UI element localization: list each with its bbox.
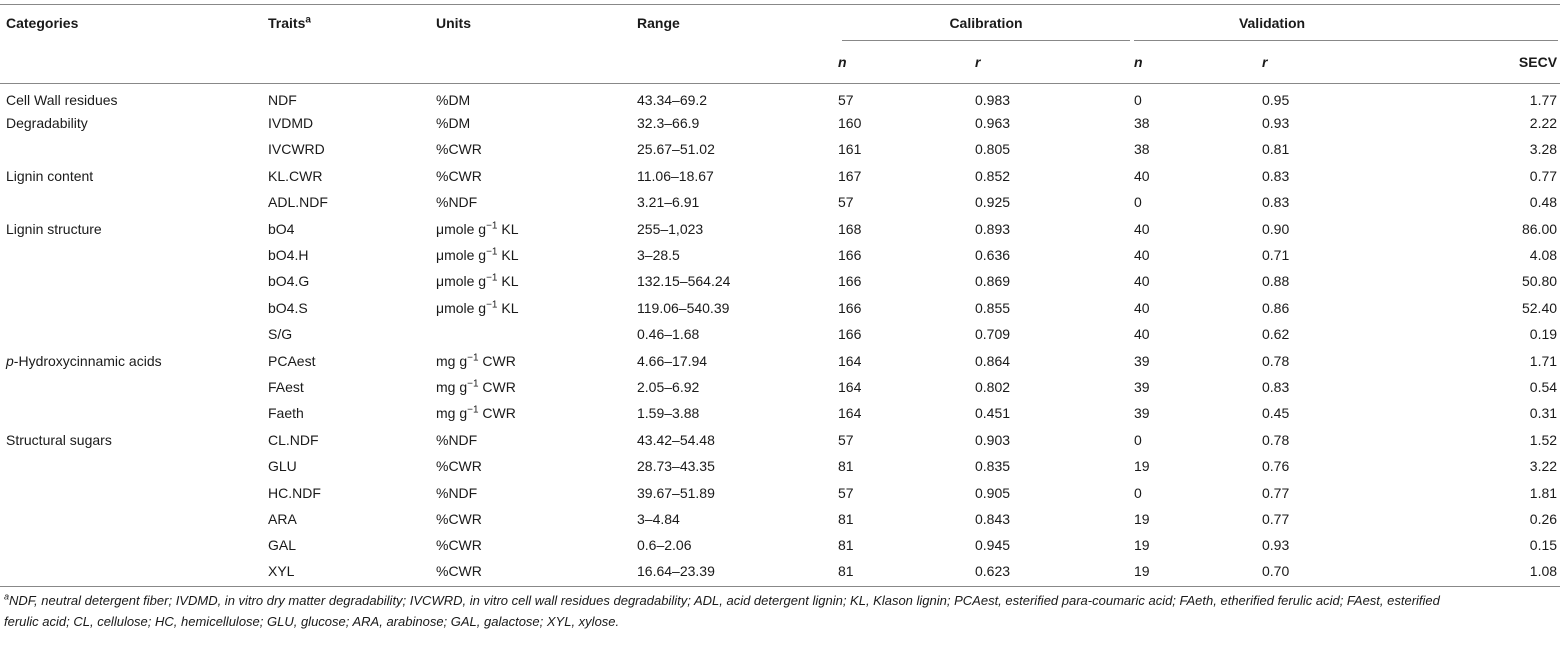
unit-suffix: KL [497, 220, 519, 237]
cell-unit [436, 374, 637, 400]
cell-validation-r: 0.78 [1262, 352, 1290, 369]
cell-unit [436, 163, 637, 189]
table-row [0, 295, 1560, 321]
cell-validation-n: 40 [1134, 273, 1150, 290]
cell-calibration-r: 0.864 [975, 352, 1011, 369]
cell-validation-r: 0.45 [1262, 405, 1290, 422]
category-label: Degradability [6, 115, 88, 132]
cell-secv: 1.71 [1529, 352, 1558, 369]
category-label: Lignin structure [6, 220, 102, 237]
cell-range: 11.06–18.67 [637, 167, 714, 184]
cell-range: 3.21–6.91 [637, 194, 700, 211]
cell-validation-n: 40 [1134, 326, 1150, 343]
cell-validation-r: 0.93 [1262, 537, 1290, 554]
cell-category [0, 163, 268, 189]
category-label: Cell Wall residues [6, 91, 118, 108]
cell-calibration-r: 0.636 [975, 247, 1011, 264]
table-row [0, 427, 1560, 453]
cell-calibration-n: 166 [838, 247, 862, 264]
table-row [0, 479, 1560, 505]
cell-calibration-n: 57 [838, 484, 854, 501]
unit-suffix: CWR [478, 405, 516, 422]
cell-calibration-r: 0.963 [975, 115, 1011, 132]
cell-validation-r: 0.71 [1262, 247, 1290, 264]
cell-trait: FAest [268, 378, 304, 395]
table-row [0, 321, 1560, 347]
unit-base: %CWR [436, 510, 482, 527]
header-range: Range [637, 5, 838, 42]
cell-trait: PCAest [268, 352, 316, 369]
cell-trait: IVCWRD [268, 141, 325, 158]
cell-validation-n: 38 [1134, 141, 1150, 158]
cell-unit [436, 136, 637, 162]
cell-calibration-n: 57 [838, 194, 854, 211]
cell-range: 3–28.5 [637, 247, 680, 264]
cell-calibration-r: 0.905 [975, 484, 1011, 501]
table-row [0, 110, 1560, 136]
footnote-marker: a [4, 591, 10, 602]
cell-secv: 0.31 [1529, 405, 1558, 422]
cell-secv: 1.08 [1410, 559, 1560, 587]
table-row [0, 400, 1560, 426]
cell-range: 1.59–3.88 [637, 405, 700, 422]
cell-unit [436, 268, 637, 294]
table-body [0, 84, 1560, 587]
cell-calibration-r: 0.855 [975, 299, 1011, 316]
cell-unit [436, 427, 637, 453]
cell-validation-r: 0.81 [1262, 141, 1290, 158]
cell-category [0, 374, 268, 400]
cell-secv: 3.22 [1529, 458, 1558, 475]
cell-calibration-r: 0.903 [975, 431, 1011, 448]
cell-range: 25.67–51.02 [637, 141, 715, 158]
table-row [0, 136, 1560, 162]
table-row [0, 163, 1560, 189]
cell-unit [436, 453, 637, 479]
cell-trait: ADL.NDF [268, 194, 328, 211]
cell-trait: bO4 [268, 220, 295, 237]
cell-calibration-n: 164 [838, 352, 862, 369]
unit-base: mg g [436, 405, 468, 422]
unit-base: μmole g [436, 299, 487, 316]
cell-category [0, 506, 268, 532]
cell-secv: 0.26 [1529, 510, 1558, 527]
cell-category [0, 321, 268, 347]
cell-unit [436, 295, 637, 321]
cell-validation-n: 0 [1134, 431, 1142, 448]
cell-unit [436, 321, 637, 347]
cell-validation-r: 0.83 [1262, 378, 1290, 395]
unit-exponent: −1 [486, 272, 498, 284]
cell-range: 16.64–23.39 [637, 559, 838, 587]
cell-validation-n: 40 [1134, 167, 1150, 184]
cell-unit [436, 242, 637, 268]
table-row [0, 268, 1560, 294]
header-val-n: n [1134, 41, 1262, 84]
cell-unit [436, 400, 637, 426]
cell-range: 3–4.84 [637, 510, 680, 527]
cell-calibration-n: 81 [838, 510, 854, 527]
cell-secv: 1.81 [1529, 484, 1558, 501]
cell-trait: ARA [268, 510, 297, 527]
cell-calibration-r: 0.869 [975, 273, 1011, 290]
cell-calibration-r: 0.709 [975, 326, 1011, 343]
cell-secv: 3.28 [1529, 141, 1558, 158]
cell-calibration-r: 0.451 [975, 405, 1011, 422]
unit-base: %NDF [436, 431, 478, 448]
cell-secv: 1.77 [1529, 91, 1558, 108]
cell-trait: XYL [268, 559, 436, 587]
table-row [0, 347, 1560, 373]
cell-secv: 0.15 [1529, 537, 1558, 554]
unit-suffix: CWR [478, 378, 516, 395]
cell-validation-r: 0.86 [1262, 299, 1290, 316]
header-calibration: Calibration [838, 5, 1134, 42]
table-row [0, 453, 1560, 479]
cell-calibration-n: 166 [838, 299, 862, 316]
cell-unit [436, 506, 637, 532]
table-row [0, 506, 1560, 532]
cell-unit [436, 479, 637, 505]
cell-validation-n: 0 [1134, 484, 1142, 501]
results-table [0, 4, 1560, 587]
header-val-r: r [1262, 41, 1410, 84]
cell-calibration-r: 0.802 [975, 378, 1011, 395]
cell-category [0, 400, 268, 426]
category-italic-prefix: p [6, 352, 14, 369]
cell-calibration-n: 81 [838, 559, 975, 587]
cell-unit [436, 215, 637, 241]
unit-exponent: −1 [486, 246, 498, 258]
cell-calibration-r: 0.852 [975, 167, 1011, 184]
cell-calibration-r: 0.925 [975, 194, 1011, 211]
cell-trait: KL.CWR [268, 167, 323, 184]
cell-range: 4.66–17.94 [637, 352, 708, 369]
cell-unit [436, 347, 637, 373]
cell-category [0, 559, 268, 587]
unit-base: %CWR [436, 167, 482, 184]
cell-range: 39.67–51.89 [637, 484, 715, 501]
cell-calibration-n: 166 [838, 326, 862, 343]
cell-unit [436, 532, 637, 558]
cell-trait: GLU [268, 458, 297, 475]
cell-category [0, 532, 268, 558]
cell-category [0, 110, 268, 136]
header-traits-label: Traits [268, 15, 306, 31]
cell-validation-n: 40 [1134, 247, 1150, 264]
cell-calibration-n: 81 [838, 537, 854, 554]
header-validation [1134, 5, 1560, 42]
cell-validation-r: 0.76 [1262, 458, 1290, 475]
cell-validation-r: 0.62 [1262, 326, 1290, 343]
cell-validation-n: 40 [1134, 220, 1150, 237]
cell-validation-r: 0.77 [1262, 510, 1290, 527]
header-validation-label: Validation [1238, 15, 1306, 31]
cell-calibration-r: 0.805 [975, 141, 1011, 158]
cell-validation-n: 39 [1134, 405, 1150, 422]
cell-validation-r: 0.83 [1262, 167, 1290, 184]
cell-validation-n: 0 [1134, 194, 1142, 211]
table-row [0, 215, 1560, 241]
cell-calibration-n: 161 [838, 141, 862, 158]
header-units: Units [436, 5, 637, 42]
unit-suffix: KL [497, 247, 519, 264]
cell-validation-n: 0 [1134, 91, 1142, 108]
cell-secv: 0.77 [1529, 167, 1558, 184]
table-row [0, 374, 1560, 400]
unit-base: μmole g [436, 220, 487, 237]
cell-calibration-n: 164 [838, 405, 862, 422]
cell-range: 255–1,023 [637, 220, 704, 237]
unit-base: mg g [436, 352, 468, 369]
cell-calibration-r: 0.835 [975, 458, 1011, 475]
unit-base: mg g [436, 378, 468, 395]
cell-validation-r: 0.93 [1262, 115, 1290, 132]
unit-base: μmole g [436, 273, 487, 290]
cell-validation-r: 0.95 [1262, 91, 1290, 108]
cell-unit [436, 84, 637, 110]
header-row-1 [0, 5, 1560, 42]
category-label: Structural sugars [6, 431, 112, 448]
cell-trait: HC.NDF [268, 484, 321, 501]
cell-calibration-n: 57 [838, 431, 854, 448]
cell-category [0, 453, 268, 479]
cell-secv: 4.08 [1529, 247, 1558, 264]
table-row [0, 559, 1560, 587]
unit-suffix: CWR [478, 352, 516, 369]
category-label: Lignin content [6, 167, 94, 184]
cell-range: 32.3–66.9 [637, 115, 700, 132]
cell-range: 2.05–6.92 [637, 378, 700, 395]
cell-validation-n: 38 [1134, 115, 1150, 132]
unit-base: %DM [436, 115, 471, 132]
cell-calibration-n: 164 [838, 378, 862, 395]
cell-trait: bO4.S [268, 299, 308, 316]
cell-trait: bO4.H [268, 247, 309, 264]
unit-base: %NDF [436, 484, 478, 501]
table-row [0, 532, 1560, 558]
table-row [0, 242, 1560, 268]
cell-category [0, 215, 268, 241]
cell-secv: 0.48 [1529, 194, 1558, 211]
unit-exponent: −1 [467, 378, 479, 390]
cell-calibration-n: 160 [838, 115, 862, 132]
cell-validation-n: 19 [1134, 510, 1150, 527]
cell-validation-n: 39 [1134, 378, 1150, 395]
cell-range: 43.42–54.48 [637, 431, 715, 448]
table-footnote [4, 590, 1456, 632]
unit-base: %CWR [436, 141, 482, 158]
cell-range: 28.73–43.35 [637, 458, 715, 475]
cell-calibration-n: 57 [838, 91, 854, 108]
cell-trait: GAL [268, 537, 297, 554]
cell-category [0, 242, 268, 268]
cell-calibration-r: 0.843 [975, 510, 1011, 527]
unit-suffix: KL [497, 273, 519, 290]
cell-calibration-r: 0.983 [975, 91, 1011, 108]
cell-calibration-r: 0.623 [975, 559, 1134, 587]
cell-category [0, 84, 268, 110]
unit-base: %CWR [436, 458, 482, 475]
cell-secv: 1.52 [1529, 431, 1558, 448]
cell-trait: S/G [268, 326, 293, 343]
cell-secv: 2.22 [1529, 115, 1558, 132]
header-cal-n: n [838, 41, 975, 84]
cell-trait: CL.NDF [268, 431, 319, 448]
cell-category [0, 189, 268, 215]
header-traits-footnote-marker: a [305, 14, 311, 26]
cell-validation-r: 0.70 [1262, 559, 1410, 587]
cell-secv: 50.80 [1521, 273, 1558, 290]
cell-secv: 86.00 [1521, 220, 1558, 237]
unit-base: %DM [436, 91, 471, 108]
cell-category [0, 136, 268, 162]
cell-validation-n: 19 [1134, 537, 1150, 554]
cell-category [0, 347, 268, 373]
table-row [0, 84, 1560, 110]
cell-trait: IVDMD [268, 115, 314, 132]
cell-secv: 0.19 [1529, 326, 1558, 343]
cell-trait: NDF [268, 91, 297, 108]
cell-trait: Faeth [268, 405, 304, 422]
cell-range: 0.46–1.68 [637, 326, 700, 343]
cell-unit [436, 189, 637, 215]
cell-validation-n: 39 [1134, 352, 1150, 369]
cell-category [0, 268, 268, 294]
category-label: -Hydroxycinnamic acids [13, 352, 162, 369]
cell-validation-n: 19 [1134, 458, 1150, 475]
unit-base: %CWR [436, 537, 482, 554]
cell-range: 119.06–540.39 [637, 299, 730, 316]
cell-calibration-n: 166 [838, 273, 862, 290]
header-secv: SECV [1410, 41, 1560, 84]
unit-exponent: −1 [486, 299, 498, 311]
header-traits [268, 5, 436, 42]
header-row-2 [0, 41, 1560, 84]
cell-category [0, 295, 268, 321]
cell-category [0, 427, 268, 453]
unit-exponent: −1 [467, 351, 479, 363]
cell-trait: bO4.G [268, 273, 310, 290]
unit-base: %CWR [436, 563, 482, 580]
cell-secv: 0.54 [1529, 378, 1558, 395]
unit-base: μmole g [436, 247, 487, 264]
cell-unit [436, 559, 637, 587]
cell-validation-r: 0.83 [1262, 194, 1290, 211]
cell-range: 0.6–2.06 [637, 537, 692, 554]
cell-range: 132.15–564.24 [637, 273, 731, 290]
cell-validation-r: 0.90 [1262, 220, 1290, 237]
cell-category [0, 479, 268, 505]
header-cal-r: r [975, 41, 1134, 84]
table-row [0, 189, 1560, 215]
cell-calibration-r: 0.945 [975, 537, 1011, 554]
cell-secv: 52.40 [1521, 299, 1558, 316]
cell-range: 43.34–69.2 [637, 91, 708, 108]
header-categories: Categories [0, 5, 268, 42]
unit-base: %NDF [436, 194, 478, 211]
cell-calibration-n: 167 [838, 167, 862, 184]
cell-validation-r: 0.77 [1262, 484, 1290, 501]
cell-validation-n: 40 [1134, 299, 1150, 316]
cell-calibration-r: 0.893 [975, 220, 1011, 237]
cell-calibration-n: 81 [838, 458, 854, 475]
unit-exponent: −1 [486, 219, 498, 231]
unit-exponent: −1 [467, 404, 479, 416]
cell-validation-n: 19 [1134, 559, 1262, 587]
cell-validation-r: 0.88 [1262, 273, 1290, 290]
cell-validation-r: 0.78 [1262, 431, 1290, 448]
cell-calibration-n: 168 [838, 220, 862, 237]
cell-unit [436, 110, 637, 136]
unit-suffix: KL [497, 299, 519, 316]
footnote-text: NDF, neutral detergent fiber; IVDMD, in vitro dry matter degradability; IVCWRD, in vitro cell wall residues degradability; ADL, acid detergent lignin; KL, Klason lignin; PCAest, esterified para-coumaric acid; FAeth, etherified ferulic acid; FAest, esterified ferulic acid; CL, cellulose; HC, hemicellulose; GLU, glucose; ARA, arabinose; GAL, galactose; XYL, xylose. [4, 593, 1440, 629]
